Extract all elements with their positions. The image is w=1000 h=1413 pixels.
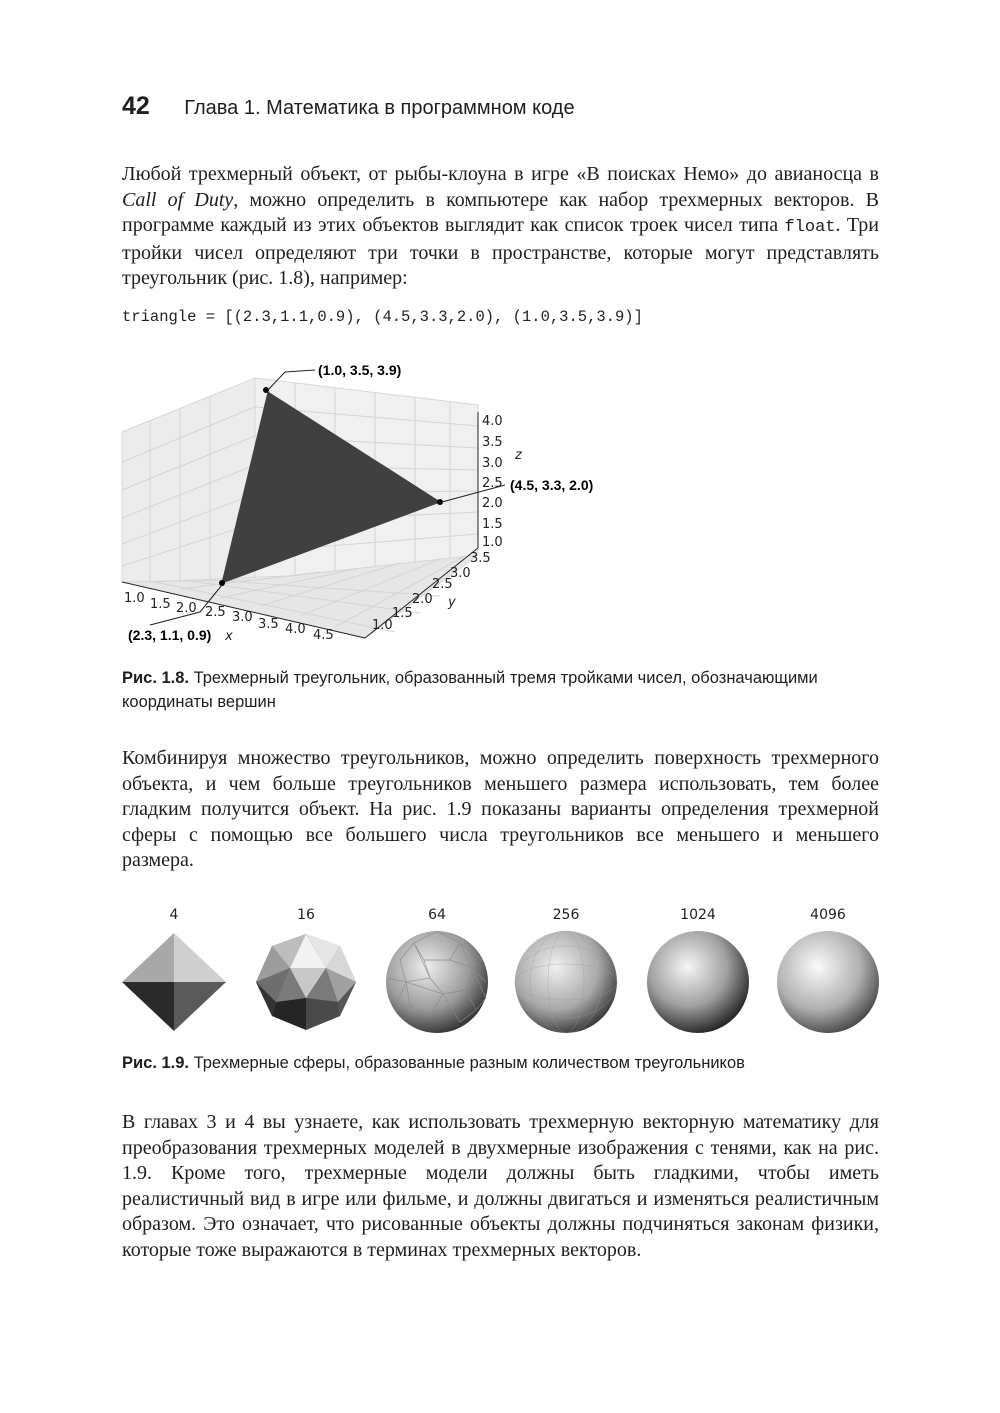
triangle-count: 4096	[810, 907, 846, 923]
paragraph-intro	[122, 162, 879, 292]
triangle-count: 16	[297, 907, 315, 923]
para1-code: float	[784, 218, 836, 237]
triangle-count: 64	[428, 907, 446, 923]
x-tick: 3.5	[258, 617, 279, 632]
code-line: triangle = [(2.3,1.1,0.9), (4.5,3.3,2.0), (1.0,3.5,3.9)]	[122, 308, 643, 326]
sphere-16-polyhedron	[256, 934, 356, 1030]
z-tick: 1.5	[482, 517, 503, 532]
x-tick: 1.5	[150, 597, 171, 612]
para1-text-a: Любой трехмерный объект, от рыбы-клоуна в игре «В поисках Немо» до авианосца в	[122, 163, 879, 185]
figure-1-9-spheres	[110, 898, 900, 1043]
triangle-count: 1024	[680, 907, 716, 923]
x-axis-label: x	[225, 629, 233, 644]
y-tick: 2.5	[432, 577, 453, 592]
chapter-title: Глава 1. Математика в программном коде	[184, 97, 575, 119]
figure-1-8-triangle-plot	[110, 350, 630, 660]
z-tick: 3.0	[482, 456, 503, 471]
page-header	[122, 92, 575, 121]
sphere-4096	[777, 931, 879, 1033]
z-axis-label: z	[515, 448, 522, 463]
z-tick: 4.0	[482, 414, 503, 429]
triangle-count: 4	[169, 907, 179, 923]
vertex-label-bottom: (2.3, 1.1, 0.9)	[128, 627, 212, 643]
caption-text: Трехмерные сферы, образованные разным количеством треугольников	[189, 1054, 745, 1072]
para1-text-b: , можно определить в компьютере как набор трехмерных векторов. В программе каждый из этих объектов выглядит как список троек чисел типа	[122, 188, 879, 236]
vertex-label-right: (4.5, 3.3, 2.0)	[510, 477, 594, 493]
x-tick: 4.5	[313, 628, 334, 643]
y-tick: 3.0	[450, 566, 471, 581]
y-tick: 3.5	[470, 551, 491, 566]
z-tick: 3.5	[482, 435, 503, 450]
y-tick: 1.0	[372, 618, 393, 633]
paragraph-chapters: В главах 3 и 4 вы узнаете, как использовать трехмерную векторную математику для преобразования трехмерных моделей в двухмерные изображения с тенями, как на рис. 1.9. Кроме того, трехмерные модели должны быть гладкими, чтобы иметь реалистичный вид в игре или фильме, и должны двигаться и изменяться реалистичным образом. Это означает, что рисованные объекты должны подчиняться законам физики, которые тоже выражаются в терминах трехмерных векторов.	[122, 1111, 879, 1261]
sphere-1024	[647, 931, 749, 1033]
x-tick: 1.0	[124, 591, 145, 606]
triangle-count: 256	[552, 907, 580, 923]
x-tick: 4.0	[285, 622, 306, 637]
x-tick: 2.0	[176, 601, 197, 616]
x-tick: 3.0	[232, 610, 253, 625]
page-number: 42	[122, 92, 150, 120]
y-axis-label: y	[448, 595, 456, 610]
caption-label: Рис. 1.8.	[122, 669, 190, 687]
figure-1-8-caption	[122, 666, 882, 714]
sphere-256-polyhedron	[515, 931, 617, 1033]
sphere-4-octahedron	[122, 933, 226, 1031]
z-tick: 1.0	[482, 535, 503, 550]
z-tick: 2.0	[482, 496, 503, 511]
para1-text-c: . Три тройки чисел определяют три точки в пространстве, которые могут представлять треугольник (рис. 1.8), например:	[122, 214, 879, 289]
figure-1-9-caption	[122, 1051, 882, 1075]
y-tick: 1.5	[392, 606, 413, 621]
paragraph-triangles: Комбинируя множество треугольников, можно определить поверхность трехмерного объекта, и чем больше треугольников меньшего размера использовать, тем более гладким получится объект. На рис. 1.9 показаны варианты определения трехмерной сферы с помощью все большего числа треугольников все меньшего и меньшего размера.	[122, 747, 879, 871]
vertex-label-top: (1.0, 3.5, 3.9)	[318, 362, 402, 378]
x-tick: 2.5	[205, 605, 226, 620]
caption-text: Трехмерный треугольник, образованный тремя тройками чисел, обозначающими координаты вершин	[122, 669, 818, 711]
y-tick: 2.0	[412, 592, 433, 607]
para1-italic: Call of Duty	[122, 188, 234, 211]
sphere-64-polyhedron	[386, 931, 488, 1033]
caption-label: Рис. 1.9.	[122, 1054, 190, 1072]
z-tick: 2.5	[482, 476, 503, 491]
